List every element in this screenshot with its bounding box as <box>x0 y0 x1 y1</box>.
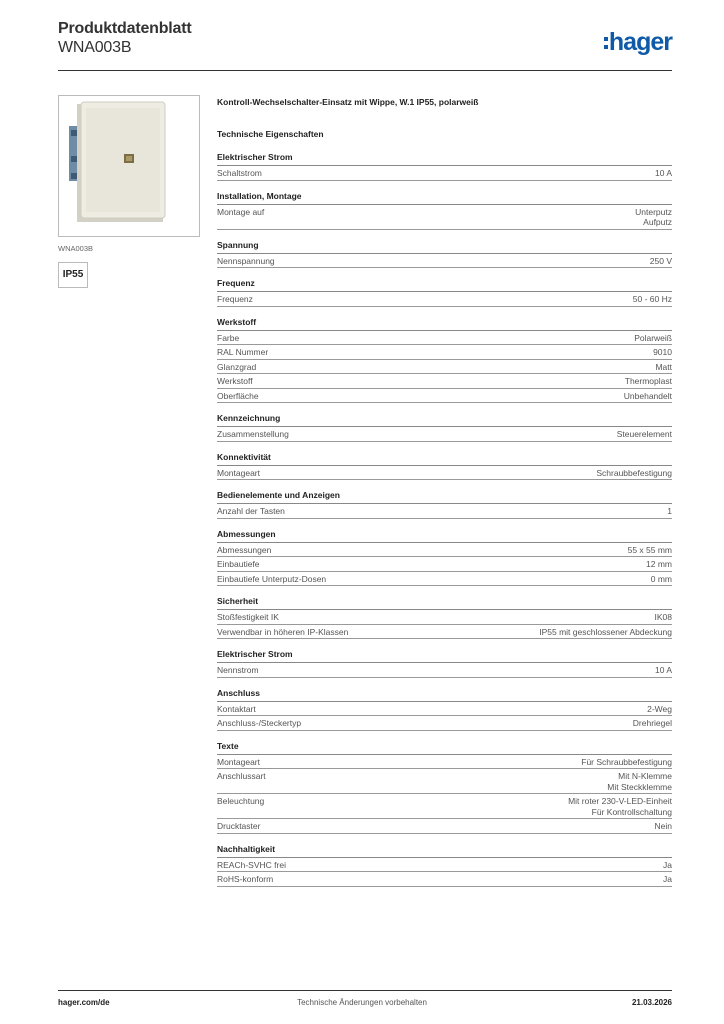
spec-section <box>217 529 672 587</box>
spec-section <box>217 317 672 404</box>
spec-section <box>217 844 672 887</box>
doc-title: Produktdatenblatt <box>58 20 192 37</box>
spec-content <box>217 97 672 897</box>
spec-label: Verwendbar in höheren IP-Klassen <box>217 626 349 637</box>
spec-value-line: 0 mm <box>650 573 672 584</box>
spec-value-line: Mit roter 230-V-LED-Einheit <box>568 796 672 806</box>
footer-date: 21.03.2026 <box>631 998 672 1007</box>
spec-value-line: Ja <box>663 874 672 884</box>
spec-value <box>253 294 672 305</box>
spec-value-line: 12 mm <box>646 559 672 569</box>
spec-value-line: Aufputz <box>643 217 672 227</box>
spec-value <box>286 860 672 871</box>
hager-logo <box>604 28 672 56</box>
logo-dots-icon <box>604 33 608 51</box>
section-title: Frequenz <box>217 278 672 292</box>
spec-row <box>217 360 672 375</box>
spec-value-line: 250 V <box>649 255 672 266</box>
spec-value <box>253 376 672 387</box>
spec-section <box>217 278 672 307</box>
spec-label: Kontaktart <box>217 703 256 714</box>
footer-notice: Technische Änderungen vorbehalten <box>297 998 427 1007</box>
spec-label: Montageart <box>217 756 260 767</box>
spec-label: Oberfläche <box>217 390 259 401</box>
section-title: Werkstoff <box>217 317 672 331</box>
spec-row <box>217 572 672 587</box>
product-image <box>58 95 200 237</box>
section-title: Bedienelemente und Anzeigen <box>217 490 672 504</box>
subsection-title: Technische Eigenschaften <box>217 129 324 139</box>
spec-value <box>259 391 672 402</box>
spec-section <box>217 191 672 230</box>
spec-value-line: Unbehandelt <box>623 390 672 401</box>
spec-label: RAL Nummer <box>217 347 269 357</box>
spec-value-line: Nein <box>654 821 672 831</box>
spec-value <box>268 347 672 358</box>
section-title: Elektrischer Strom <box>217 152 672 166</box>
spec-label: Farbe <box>217 332 240 343</box>
spec-value-line: Unterputz <box>635 206 672 217</box>
spec-row <box>217 625 672 640</box>
spec-value-line: Schraubbefestigung <box>596 467 672 478</box>
spec-value <box>279 612 672 623</box>
spec-row <box>217 769 672 794</box>
spec-value-line: Thermoplast <box>624 376 672 386</box>
spec-value-line: 10 A <box>654 665 672 675</box>
spec-value <box>348 627 672 638</box>
spec-value-line: Polarweiß <box>634 332 672 343</box>
spec-section <box>217 688 672 731</box>
spec-value-line: Für Kontrollschaltung <box>591 806 672 817</box>
header-divider <box>58 70 672 71</box>
spec-value <box>239 333 672 344</box>
spec-label: Montage auf <box>217 206 265 217</box>
spec-value <box>260 757 672 768</box>
spec-value <box>301 718 672 729</box>
spec-label: Werkstoff <box>217 376 253 386</box>
section-title: Konnektivität <box>217 452 672 466</box>
spec-value <box>256 362 672 373</box>
spec-row <box>217 794 672 819</box>
spec-value-line: 2-Weg <box>647 703 672 714</box>
spec-section <box>217 596 672 639</box>
section-title: Spannung <box>217 240 672 254</box>
spec-value-line: IP55 mit geschlossener Abdeckung <box>539 626 672 637</box>
section-title: Nachhaltigkeit <box>217 844 672 858</box>
spec-row <box>217 543 672 558</box>
spec-label: Anschluss-/Steckertyp <box>217 718 302 728</box>
spec-section <box>217 490 672 519</box>
spec-row <box>217 819 672 834</box>
spec-label: Einbautiefe <box>217 559 260 569</box>
spec-label: Frequenz <box>217 294 253 304</box>
spec-section <box>217 741 672 834</box>
spec-row <box>217 872 672 887</box>
spec-value-line: 10 A <box>654 168 672 178</box>
section-title: Abmessungen <box>217 529 672 543</box>
spec-value <box>264 207 672 228</box>
spec-row <box>217 716 672 731</box>
spec-value-line: Drehriegel <box>632 718 672 728</box>
spec-section <box>217 152 672 181</box>
spec-sections <box>217 152 672 887</box>
spec-section <box>217 240 672 269</box>
section-title: Sicherheit <box>217 596 672 610</box>
switch-product-icon <box>59 96 199 236</box>
spec-row <box>217 254 672 269</box>
spec-value-line: Steuerelement <box>616 429 672 439</box>
section-title: Anschluss <box>217 688 672 702</box>
spec-row <box>217 858 672 873</box>
spec-row <box>217 292 672 307</box>
spec-value <box>285 506 672 517</box>
spec-label: Glanzgrad <box>217 361 257 372</box>
spec-row <box>217 205 672 230</box>
spec-row <box>217 663 672 678</box>
spec-row <box>217 427 672 442</box>
spec-label: REACh-SVHC frei <box>217 859 286 870</box>
spec-value <box>262 168 672 179</box>
spec-value-line: 9010 <box>653 347 672 357</box>
image-caption: WNA003B <box>58 244 94 253</box>
spec-row <box>217 345 672 360</box>
spec-value <box>271 545 672 556</box>
spec-value <box>264 796 672 817</box>
spec-row <box>217 610 672 625</box>
spec-value <box>275 256 672 267</box>
spec-row <box>217 374 672 389</box>
footer-divider <box>58 990 672 991</box>
section-title: Installation, Montage <box>217 191 672 205</box>
spec-value-line: 1 <box>667 506 672 516</box>
spec-label: Zusammenstellung <box>217 429 289 439</box>
spec-value <box>260 468 672 479</box>
spec-row <box>217 466 672 481</box>
spec-value-line: Mit N-Klemme <box>618 771 672 781</box>
spec-value <box>326 574 672 585</box>
spec-row <box>217 755 672 770</box>
spec-value-line: Ja <box>663 859 672 870</box>
section-title: Texte <box>217 741 672 755</box>
spec-value <box>256 704 672 715</box>
spec-value-line: Matt <box>655 361 672 372</box>
ip-badge: IP55 <box>58 262 88 288</box>
footer-website: hager.com/de <box>58 998 110 1007</box>
spec-label: RoHS-konform <box>217 874 274 884</box>
spec-section <box>217 452 672 481</box>
spec-label: Schaltstrom <box>217 168 262 178</box>
spec-row <box>217 166 672 181</box>
spec-value <box>259 665 672 676</box>
spec-label: Drucktaster <box>217 821 261 831</box>
spec-row <box>217 702 672 717</box>
spec-section <box>217 413 672 442</box>
spec-row <box>217 331 672 346</box>
section-title: Elektrischer Strom <box>217 649 672 663</box>
spec-row <box>217 557 672 572</box>
spec-label: Anschlussart <box>217 771 266 781</box>
spec-value <box>273 874 672 885</box>
spec-value-line: Mit Steckklemme <box>607 781 672 792</box>
spec-label: Beleuchtung <box>217 796 265 806</box>
spec-value <box>260 821 672 832</box>
spec-value-line: IK08 <box>654 612 672 622</box>
spec-value <box>266 771 672 792</box>
product-title: Kontroll-Wechselschalter-Einsatz mit Wippe, W.1 IP55, polarweiß <box>217 97 479 107</box>
spec-value-line: 50 - 60 Hz <box>632 294 672 304</box>
spec-label: Montageart <box>217 467 260 478</box>
section-title: Kennzeichnung <box>217 413 672 427</box>
spec-label: Abmessungen <box>217 544 272 555</box>
spec-value-line: Für Schraubbefestigung <box>581 756 672 767</box>
spec-label: Anzahl der Tasten <box>217 506 285 516</box>
spec-value <box>289 429 672 440</box>
spec-value <box>260 559 672 570</box>
spec-label: Stoßfestigkeit IK <box>217 612 279 622</box>
doc-subtitle: WNA003B <box>58 39 132 56</box>
spec-value-line: 55 x 55 mm <box>627 544 672 555</box>
spec-label: Einbautiefe Unterputz-Dosen <box>217 573 327 584</box>
spec-section <box>217 649 672 678</box>
spec-row <box>217 389 672 404</box>
spec-label: Nennspannung <box>217 255 275 266</box>
logo-text: hager <box>608 28 672 56</box>
spec-label: Nennstrom <box>217 665 259 675</box>
spec-row <box>217 504 672 519</box>
